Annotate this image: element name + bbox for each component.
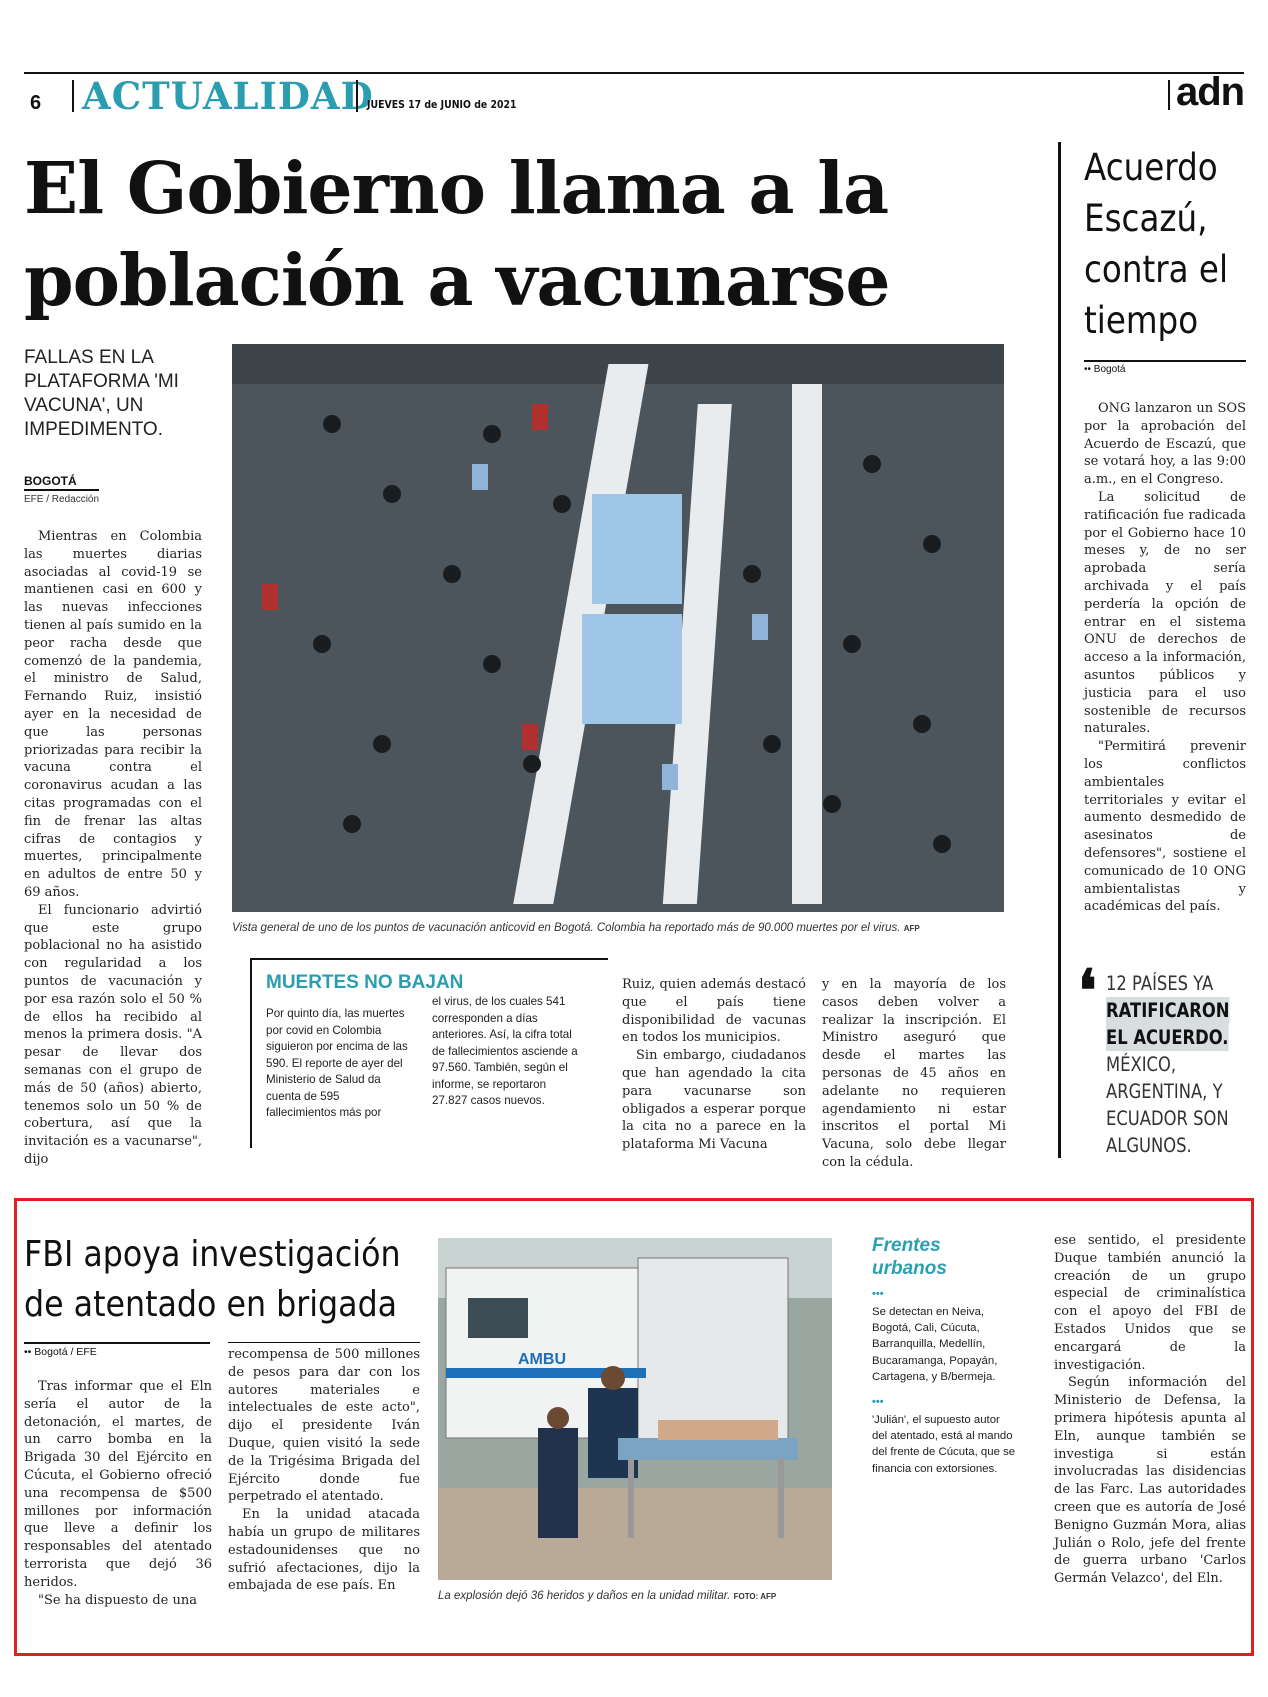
main-deck: FALLAS EN LA PLATAFORMA 'MI VACUNA', UN IMPEDIMENTO. <box>24 347 179 440</box>
frentes-paragraph-2: 'Julián', el supuesto autor del atentado, está al mando del frente de Cúcuta, que se financia con extorsiones. <box>872 1414 1016 1475</box>
pull-quote-highlight-2: EL ACUERDO. <box>1106 1026 1229 1049</box>
main-photo-caption <box>232 922 1012 934</box>
sidebar-divider <box>1058 142 1061 1158</box>
fbi-dateline-bullets: •• <box>24 1346 35 1358</box>
main-headline-line1: El Gobierno llama a la <box>24 146 889 230</box>
sidebar-dateline-rule <box>1084 360 1246 362</box>
pull-quote <box>1106 970 1257 1159</box>
main-col1-paragraph-2: El funcionario advirtió que este grupo poblacional no ha asistido con regularidad a los puntos de vacunación y por esa razón solo el 50 % de ellos ha recibido al menos la primera dosis. "A pesar de llevar dos semanas con el grupo de más de 50 (años) abierto, tenemos solo un 50 % de cobertura, así que la invitación es a vacunarse", dijo <box>24 902 202 1167</box>
main-col1-paragraph-1: Mientras en Colombia las muertes diarias asociadas al covid-19 se mantienen casi en 600 y las nuevas infecciones tienen al país sumido en la peor racha desde que comenzó de la pandemia, el ministro de Salud, Fernando Ruiz, insistió ayer en la necesidad de que las personas priorizadas para recibir la vacuna contra el coronavirus acudan a las citas programadas con el fin de frenar las altas cifras de contagios y muertes, principalmente en adultos de entre 50 y 69 años. <box>24 529 202 900</box>
fbi-column-1 <box>24 1378 212 1609</box>
fbi-col4-paragraph-2: Según información del Ministerio de Defensa, la primera hipótesis apunta al Eln, aunque también se investiga si están involucradas las disidencias de las Farc. Las autoridades creen que es autoría de José Benigno Guzmán Mora, alias Julián o Rolo, jefe del frente de guerra urbano 'Carlos Germán Velazco', del Eln. <box>1054 1375 1246 1587</box>
fbi-headline <box>24 1230 401 1330</box>
sidebar-body <box>1084 400 1246 916</box>
main-col3-paragraph-2: Sin embargo, ciudadanos que han agendado la cita para vacunarse son obligados a esperar porque la cita no a parece en la plataforma Mi Vacuna <box>622 1048 806 1153</box>
main-photo-caption-text: Vista general de uno de los puntos de vacunación anticovid en Bogotá. Colombia ha reportado más de 90.000 muertes por el virus. <box>232 922 901 934</box>
pull-quote-highlight-1: RATIFICARON <box>1106 999 1230 1022</box>
frentes-bullets-2: ••• <box>872 1396 884 1408</box>
frentes-title: Frentes urbanos <box>872 1235 947 1279</box>
main-col4-paragraph-1: y en la mayoría de los casos deben volver a realizar la inscripción. El Ministro aseguró que desde el martes las personas de 45 años en adelante no requieren agendamiento ni estar inscritos el portal Mi Vacuna, solo debe llegar con la cédula. <box>822 977 1006 1170</box>
ambulance-label: AMBU <box>518 1351 566 1368</box>
quote-mark-icon: ❛ <box>1078 957 1097 1025</box>
fbi-dateline-label: Bogotá / EFE <box>34 1346 97 1358</box>
masthead-divider <box>72 80 74 112</box>
main-dateline <box>24 474 99 505</box>
main-headline <box>24 142 890 326</box>
main-photo-credit: AFP <box>903 924 920 933</box>
fbi-dateline-rule <box>24 1342 210 1344</box>
fbi-dateline <box>24 1346 97 1358</box>
fbi-col2-paragraph-1: recompensa de 500 millones de pesos para dar con los autores materiales e intelectuales de este acto", dijo el presidente Iván Duque, quien visitó la sede de la Trigésima Brigada del Ejército donde fue perpetrado el atentado. <box>228 1347 420 1505</box>
sidebar-paragraph-1: ONG lanzaron un SOS por la aprobación del Acuerdo de Escazú, que se votará hoy, a las 9:00 a.m., en el Congreso. <box>1084 401 1246 488</box>
main-column-1 <box>24 528 202 1167</box>
brand-logo: adn <box>1176 70 1245 114</box>
info-box-column-2: el virus, de los cuales 541 corresponden a días anteriores. Así, la cifra total de fallecimientos asciende a 97.560. También, según el informe, se reportaron 27.827 casos nuevos. <box>432 995 578 1107</box>
main-dateline-label: BOGOTÁ <box>24 474 99 491</box>
sidebar-headline: Acuerdo Escazú, contra el tiempo <box>1084 146 1229 342</box>
main-byline: EFE / Redacción <box>24 494 100 505</box>
page-number: 6 <box>30 92 42 114</box>
info-box-column-1: Por quinto día, las muertes por covid en Colombia siguieron por encima de las 590. El reporte de ayer del Ministerio de Salud da cuenta de 595 fallecimientos más por <box>266 1007 408 1119</box>
sidebar-dateline-bullets: •• <box>1084 364 1094 375</box>
fbi-col1-paragraph-1: Tras informar que el Eln sería el autor de la detonación, el martes, de un carro bomba en la Brigada 30 del Ejército en Cúcuta, el Gobierno ofreció una recompensa de $500 millones por información que lleve a definir los responsables del atentado terrorista que dejó 36 heridos. <box>24 1379 212 1590</box>
pull-quote-part-2: MÉXICO, ARGENTINA, Y ECUADOR SON ALGUNOS. <box>1106 1053 1229 1157</box>
fbi-col4-paragraph-1: ese sentido, el presidente Duque también anunció la creación de un grupo especial de criminalística con el apoyo del FBI de Estados Unidos que se encargará de la investigación. <box>1054 1233 1246 1373</box>
frentes-bullets-1: ••• <box>872 1288 884 1300</box>
section-title: ACTUALIDAD <box>82 74 374 118</box>
sidebar-paragraph-2: La solicitud de ratificación fue radicada por el Gobierno hace 10 meses y, de no ser aprobada sería archivada y el país perdería la opción de entrar en el sistema ONU de derechos de acceso a la información, asuntos públicos y justicia para el uso sostenible de recursos naturales. <box>1084 489 1246 737</box>
fbi-headline-line2: de atentado en brigada <box>24 1284 398 1325</box>
fbi-column-4 <box>1054 1232 1246 1588</box>
info-box-title: MUERTES NO BAJAN <box>266 972 464 993</box>
vaccination-hall-photo <box>232 344 1004 912</box>
main-col3-paragraph-1: Ruiz, quien además destacó que el país tiene disponibilidad de vacunas en todos los municipios. <box>622 977 806 1046</box>
main-column-3 <box>622 976 806 1154</box>
fbi-headline-line1: FBI apoya investigación <box>24 1234 401 1275</box>
fbi-col1-paragraph-2: "Se ha dispuesto de una <box>38 1592 198 1608</box>
fbi-col2-rule <box>228 1342 420 1343</box>
sidebar-dateline <box>1084 364 1125 375</box>
fbi-col2-paragraph-2: En la unidad atacada había un grupo de militares estadounidenses que no sufrió afectaciones, dijo la embajada de ese país. En <box>228 1507 420 1594</box>
fbi-photo-caption-text: La explosión dejó 36 heridos y daños en la unidad militar. <box>438 1590 731 1602</box>
ambulance-illustration <box>438 1238 832 1580</box>
frentes-paragraph-1: Se detectan en Neiva, Bogotá, Cali, Cúcuta, Barranquilla, Medellín, Bucaramanga, Popayán, Cartagena, y B/bermeja. <box>872 1306 998 1383</box>
sidebar-paragraph-3: "Permitirá prevenir los conflictos ambientales territoriales y evitar el aumento desmedido de asesinatos de defensores", sostiene el comunicado de 10 ONG ambientalistas y académicas del país. <box>1084 739 1246 915</box>
masthead-divider-3 <box>1168 80 1170 110</box>
sidebar-dateline-label: Bogotá <box>1093 364 1126 375</box>
vaccination-hall-illustration <box>232 344 1004 912</box>
pull-quote-part-1: 12 PAÍSES YA <box>1106 972 1214 995</box>
main-headline-line2: población a vacunarse <box>24 238 890 322</box>
fbi-photo-credit: FOTO: AFP <box>733 1592 777 1601</box>
fbi-column-2 <box>228 1346 420 1595</box>
main-column-4 <box>822 976 1006 1172</box>
fbi-photo-caption <box>438 1590 838 1602</box>
issue-date: JUEVES 17 de JUNIO de 2021 <box>367 98 517 111</box>
ambulance-photo <box>438 1238 832 1580</box>
masthead-divider-2 <box>356 80 358 112</box>
